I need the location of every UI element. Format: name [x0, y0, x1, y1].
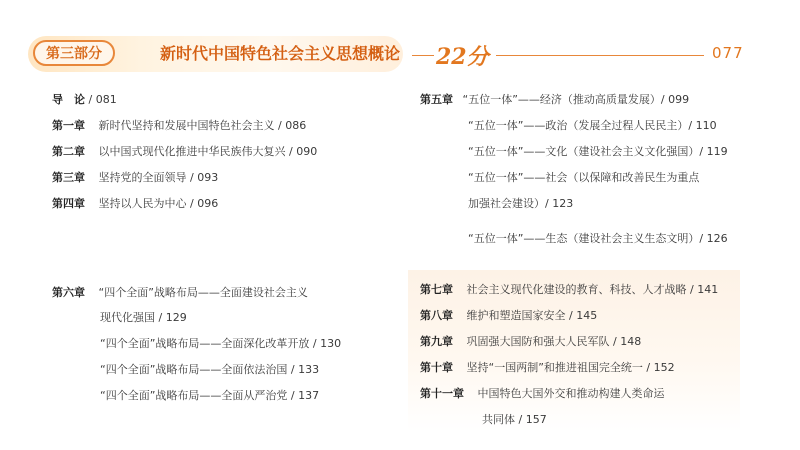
toc-subentry: “五位一体”——生态（建设社会主义生态文明）/ 126	[468, 232, 728, 245]
chapter-title: 巩固强大国防和强大人民军队 / 148	[466, 335, 642, 348]
toc-subentry: “五位一体”——政治（发展全过程人民民主）/ 110	[468, 119, 717, 132]
chapter-title: 坚持“一国两制”和推进祖国完全统一 / 152	[466, 361, 675, 374]
part-label: 第三部分	[33, 40, 115, 66]
chapter-label: 第一章	[52, 119, 85, 132]
chapter-title: 坚持党的全面领导 / 093	[98, 171, 219, 184]
toc-subentry: “五位一体”——文化（建设社会主义文化强国）/ 119	[468, 145, 728, 158]
chapter-label: 第八章	[420, 309, 453, 322]
toc-subentry: 共同体 / 157	[482, 413, 547, 426]
chapter-label: 第七章	[420, 283, 453, 296]
toc-entry-ch3	[52, 171, 218, 185]
chapter-label: 第十章	[420, 361, 453, 374]
divider-line	[412, 55, 434, 56]
toc-entry-ch1	[52, 119, 306, 133]
chapter-label: 第六章	[52, 286, 85, 299]
toc-entry-ch5	[420, 93, 689, 107]
toc-entry-ch9	[420, 335, 641, 349]
toc-entry-ch7	[420, 283, 718, 297]
chapter-label: 第十一章	[420, 387, 464, 400]
toc-subentry: “四个全面”战略布局——全面深化改革开放 / 130	[100, 337, 342, 350]
divider-line	[496, 55, 704, 56]
toc-subentry: “四个全面”战略布局——全面从严治党 / 137	[100, 389, 320, 402]
toc-entry-ch4	[52, 197, 218, 211]
toc-subentry: 加强社会建设）/ 123	[468, 197, 574, 210]
chapter-title: 社会主义现代化建设的教育、科技、人才战略 / 141	[466, 283, 719, 296]
chapter-title: 维护和塑造国家安全 / 145	[466, 309, 598, 322]
toc-entry-ch11	[420, 387, 665, 401]
chapter-title: 坚持以人民为中心 / 096	[98, 197, 219, 210]
toc-entry-ch8	[420, 309, 597, 323]
part-title: 新时代中国特色社会主义思想概论	[160, 44, 401, 63]
toc-entry-intro	[52, 93, 117, 107]
toc-entry-ch2	[52, 145, 317, 159]
chapter-title: “四个全面”战略布局——全面建设社会主义	[98, 286, 308, 299]
chapter-title: 以中国式现代化推进中华民族伟大复兴 / 090	[98, 145, 318, 158]
chapter-title: / 081	[88, 93, 117, 106]
chapter-label: 导 论	[52, 93, 85, 106]
toc-entry-ch6	[52, 286, 308, 300]
chapter-label: 第二章	[52, 145, 85, 158]
toc-subentry: “四个全面”战略布局——全面依法治国 / 133	[100, 363, 320, 376]
chapter-label: 第三章	[52, 171, 85, 184]
toc-subentry: 现代化强国 / 129	[100, 311, 187, 324]
chapter-label: 第四章	[52, 197, 85, 210]
chapter-title: 新时代坚持和发展中国特色社会主义 / 086	[98, 119, 307, 132]
toc-subentry: “五位一体”——社会（以保障和改善民生为重点	[468, 171, 700, 184]
chapter-title: “五位一体”——经济（推动高质量发展）/ 099	[462, 93, 690, 106]
score-label: 22分	[436, 44, 489, 70]
toc-entry-ch10	[420, 361, 675, 375]
chapter-label: 第五章	[420, 93, 453, 106]
chapter-title: 中国特色大国外交和推动构建人类命运	[477, 387, 665, 400]
page-number: 077	[712, 44, 744, 62]
chapter-label: 第九章	[420, 335, 453, 348]
